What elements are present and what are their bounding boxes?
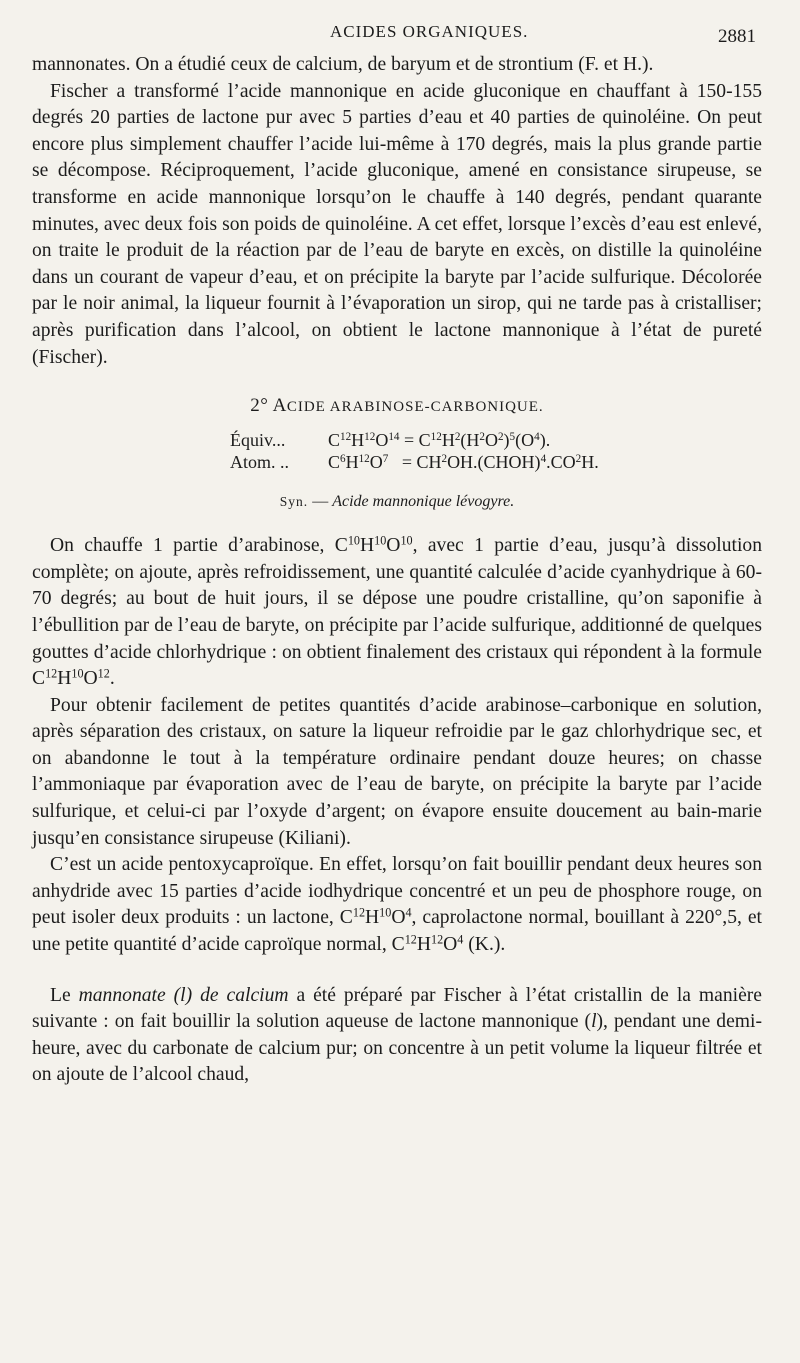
formula-row-equiv — [230, 429, 762, 451]
paragraph-4: Pour obtenir facilement de petites quantités d’acide arabinose–carbonique en solution, après séparation des cristaux, on sature la liqueur refroidie par le gaz chlorhydrique sec, et on abandonne le tout à la température ordinaire pendant douze heures; on chasse l’ammoniaque par évaporation avec de l’eau de baryte, on précipite la baryte par l’acide sulfurique, et celui-ci par l’oxyde d’argent; on évapore ensuite doucement au bain-marie jusqu’en consistance sirupeuse (Kiliani). — [32, 694, 762, 849]
paragraph-2: Fischer a transformé l’acide mannonique en acide gluconique en chauffant à 150-155 degrés 20 parties de lactone pur avec 5 parties d’eau et 40 parties de quinoléine. On peut encore plus simplement chauffer l’acide lui-même à 170 degrés, mais la plus grande partie se décompose. Réciproquement, l’acide gluconique, amené en consistance sirupeuse, se transforme en acide mannonique lorsqu’on le chauffe à 140 degrés, pendant quarante minutes, avec deux fois son poids de quinoléine. A cet effet, lorsque l’excès d’eau est enlevé, on traite le produit de la réaction par de l’eau de baryte en excès, on distille la quinoléine dans un courant de vapeur d’eau, et on précipite la baryte par l’acide sulfurique. Décolorée par le noir animal, la liqueur fournit à l’évaporation un sirop, qui ne tarde pas à cristalliser; après purification dans l’alcool, on obtient le lactone mannonique à l’état de pureté (Fischer). — [32, 80, 762, 368]
paragraph-6: Le mannonate (l) de calcium a été préparé par Fischer à l’état cristallin de la manière suivante : on fait bouillir la solution aqueuse de lactone mannonique (l), pendant une demi-heure, avec du carbonate de calcium pur; on concentre à un petit volume la liqueur filtrée et on ajoute de l’alcool chaud, — [32, 984, 762, 1086]
paragraph-5: C’est un acide pentoxycaproïque. En effet, lorsqu’on fait bouillir pendant deux heures son anhydride avec 15 parties d’acide iodhydrique concentré et un peu de phosphore rouge, on peut isoler deux produits : un lactone, $C^{12}H^{10}O^4$, caprolactone normal, bouillant à 220°,5, et une petite quantité d’acide caproïque normal, $C^{12}H^{12}O^4$ (K.). — [32, 854, 762, 956]
section-heading — [32, 395, 762, 417]
atom-label: Atom. .. — [230, 452, 290, 473]
atom-formula: $C^6H^{12}O^7$ = $CH^2OH.(CHOH)^4.CO^2H$. — [328, 452, 599, 473]
header-title: ACIDES ORGANIQUES. — [330, 22, 529, 41]
synonym-dash: — — [312, 493, 329, 511]
section-title — [250, 395, 543, 416]
formula-lactone: $C^{12}H^{10}O^4$ — [339, 905, 412, 929]
synonym-label: Syn. — [279, 494, 309, 510]
equiv-formula: $C^{12}H^{12}O^{14} = C^{12}H^2(H^2O^2)^5(O^4)$. — [328, 430, 551, 451]
equiv-label: Équiv... — [230, 430, 286, 451]
formula-arabinose: $C^{10}H^{10}O^{10}$ — [334, 533, 413, 557]
formula-block — [230, 429, 762, 473]
section-title-rest: CIDE ARABINOSE-CARBONIQUE. — [286, 399, 544, 416]
formula-cristaux: $C^{12}H^{10}O^{12}$ — [32, 666, 110, 690]
paragraph-3: On chauffe 1 partie d’arabinose, $C^{10}H^{10}O^{10}$, avec 1 partie d’eau, jusqu’à dissolution complète; on ajoute, après refroidissement, une quantité calculée d’acide cyanhydrique à 60-70 degrés; au bout de huit jours, il se dépose une poudre cristalline, qu’on saponifie à l’ébullition par de l’eau de baryte, on précipite par l’acide sulfurique, additionné de quelques gouttes d’acide chlorhydrique : on obtient finalement des cristaux qui répondent à la formule $C^{12}H^{10}O^{12}$. — [32, 533, 762, 690]
formula-row-atom — [230, 451, 762, 473]
page-number: 2881 — [718, 26, 756, 47]
section-title-initial: A — [272, 395, 287, 417]
synonym-text: Acide mannonique lévogyre. — [332, 493, 515, 511]
section-number: 2° — [250, 395, 269, 417]
formula-caproique: $C^{12}H^{12}O^4$ — [391, 932, 464, 956]
synonym-line — [32, 493, 762, 511]
paragraph-1: mannonates. On a étudié ceux de calcium, de baryum et de strontium (F. et H.). — [32, 54, 654, 75]
running-header — [32, 0, 762, 52]
